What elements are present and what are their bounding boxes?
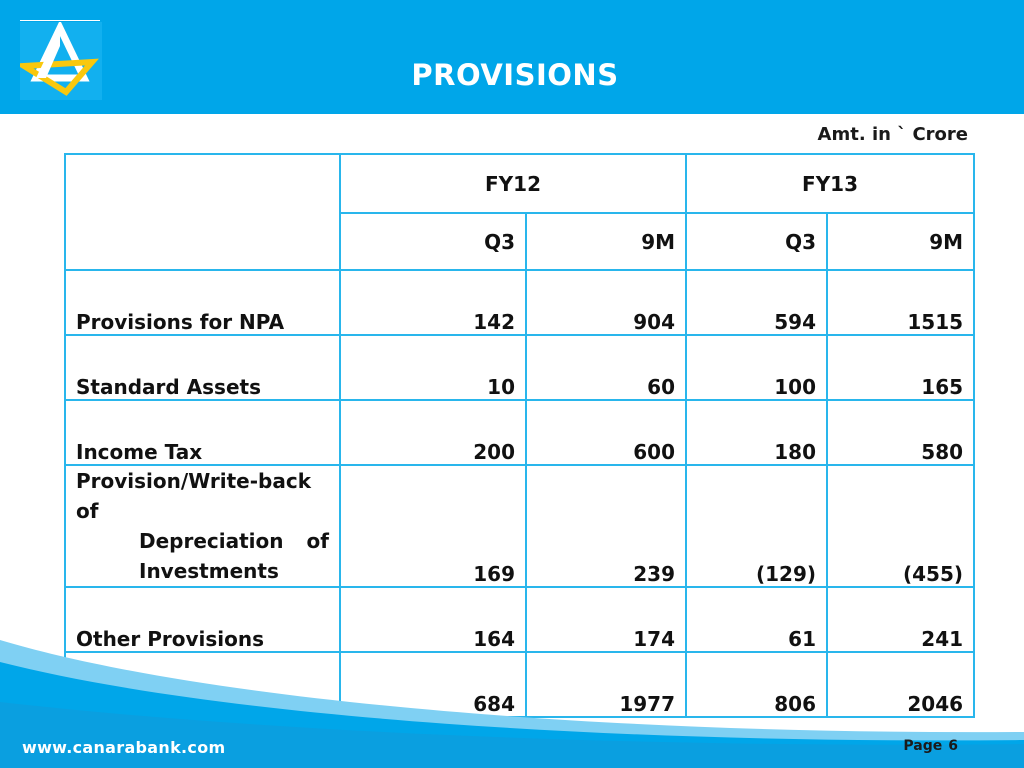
cell-value: 806 bbox=[686, 652, 827, 717]
cell-value: 904 bbox=[526, 270, 686, 335]
cell-value: 594 bbox=[686, 270, 827, 335]
provisions-table bbox=[64, 153, 975, 718]
cell-value: 1515 bbox=[827, 270, 974, 335]
header-fy12-q3: Q3 bbox=[340, 213, 526, 270]
cell-value: 174 bbox=[526, 587, 686, 652]
header-fy13-q3: Q3 bbox=[686, 213, 827, 270]
cell-value: 164 bbox=[340, 587, 526, 652]
cell-value: 241 bbox=[827, 587, 974, 652]
row-label-line: Investments bbox=[139, 559, 279, 583]
row-label: Income Tax bbox=[65, 400, 340, 465]
cell-value: (455) bbox=[827, 465, 974, 587]
page-number-value: 6 bbox=[948, 738, 958, 754]
row-label: Standard Assets bbox=[65, 335, 340, 400]
page-label: Page bbox=[903, 738, 943, 754]
header-fy12: FY12 bbox=[340, 154, 686, 213]
cell-value: 100 bbox=[686, 335, 827, 400]
cell-value: 1977 bbox=[526, 652, 686, 717]
amount-unit-note: Amt. in ` Crore bbox=[817, 124, 968, 145]
cell-value: 169 bbox=[340, 465, 526, 587]
header-fy13-9m: 9M bbox=[827, 213, 974, 270]
cell-value: 165 bbox=[827, 335, 974, 400]
row-label: Provisions for NPA bbox=[65, 270, 340, 335]
row-label bbox=[65, 465, 340, 587]
row-label-line: Provision/Write-back of bbox=[76, 469, 312, 523]
cell-value: 684 bbox=[340, 652, 526, 717]
cell-value: 2046 bbox=[827, 652, 974, 717]
cell-value: 10 bbox=[340, 335, 526, 400]
cell-value: 142 bbox=[340, 270, 526, 335]
table-row bbox=[65, 270, 974, 335]
cell-value: 61 bbox=[686, 587, 827, 652]
cell-value: 580 bbox=[827, 400, 974, 465]
cell-value: (129) bbox=[686, 465, 827, 587]
header-divider bbox=[20, 20, 100, 21]
header-fy12-9m: 9M bbox=[526, 213, 686, 270]
table-row bbox=[65, 465, 974, 587]
row-label-line: Depreciation of bbox=[139, 529, 329, 553]
page-title: PROVISIONS bbox=[411, 58, 619, 92]
cell-value: 239 bbox=[526, 465, 686, 587]
header-bar bbox=[0, 0, 1024, 114]
page-number bbox=[903, 738, 958, 754]
blank-header-cell bbox=[65, 154, 340, 270]
cell-value: 200 bbox=[340, 400, 526, 465]
row-label: Other Provisions bbox=[65, 587, 340, 652]
table-header-row-years bbox=[65, 154, 974, 213]
table-row bbox=[65, 400, 974, 465]
cell-value: 60 bbox=[526, 335, 686, 400]
cell-value: 180 bbox=[686, 400, 827, 465]
website-link[interactable]: www.canarabank.com bbox=[22, 738, 226, 757]
table-row bbox=[65, 335, 974, 400]
cell-value: 600 bbox=[526, 400, 686, 465]
header-fy13: FY13 bbox=[686, 154, 974, 213]
